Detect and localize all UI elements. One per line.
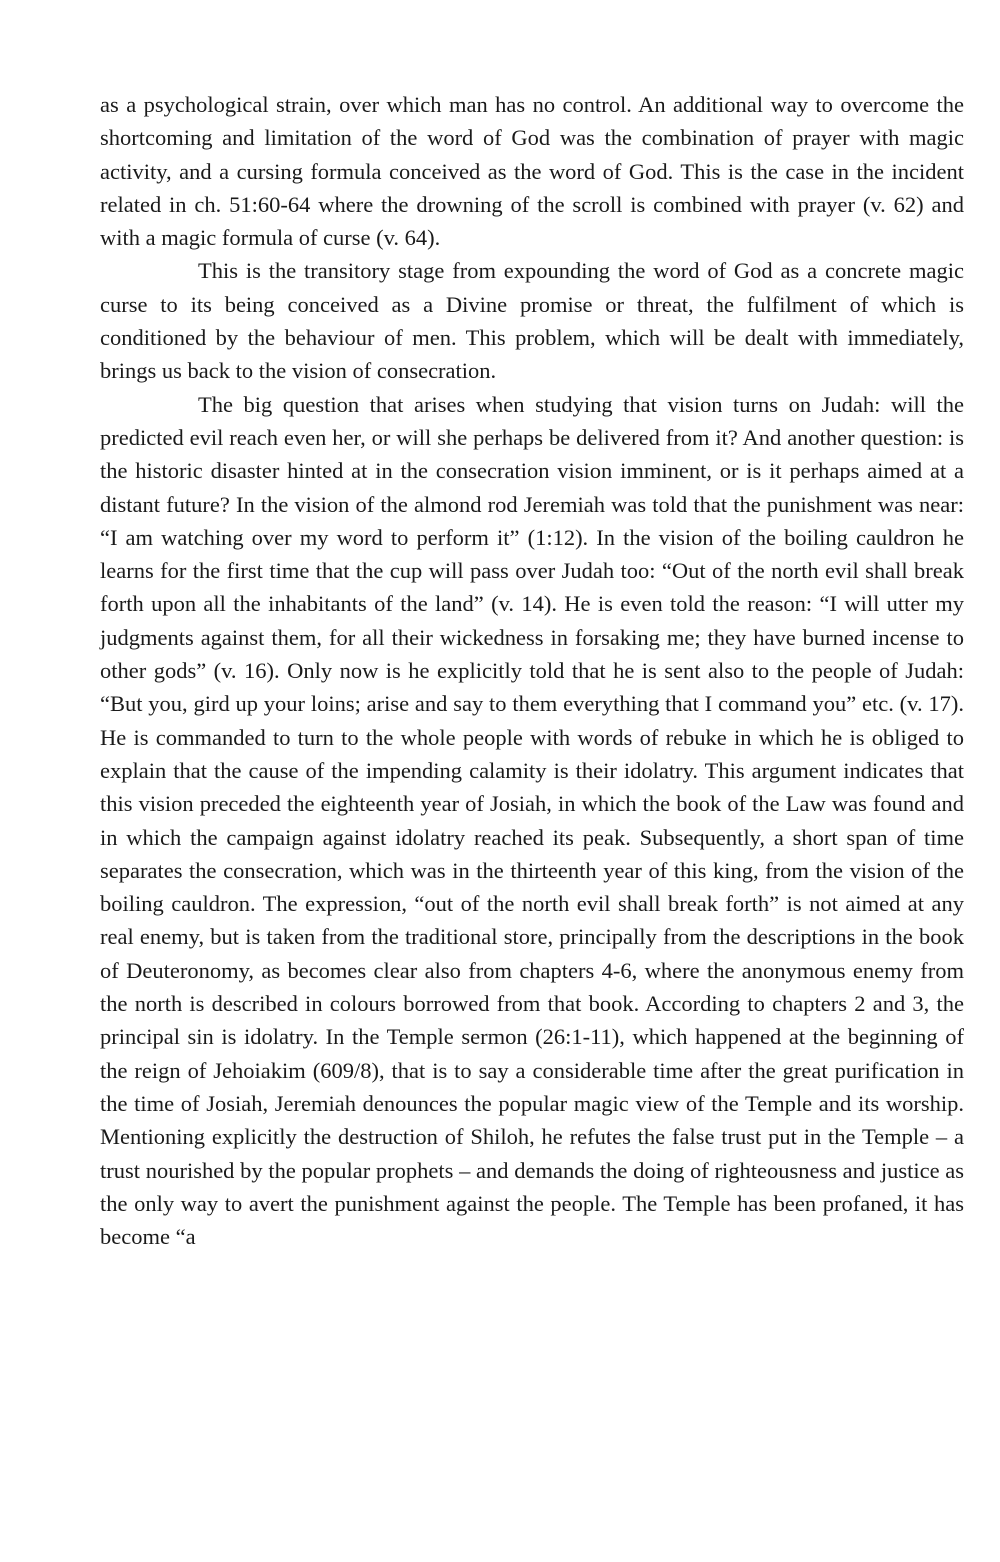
paragraph-2: This is the transitory stage from expounding the word of God as a concrete magic curse to its being conceived as a Divine promise or threat, the fulfilment of which is conditioned by the behaviour of men. This problem, which will be dealt with immediately, brings us back to the vision of consecration. bbox=[100, 258, 964, 384]
paragraph-3: The big question that arises when studying that vision turns on Judah: will the predicted evil reach even her, or will she perhaps be delivered from it? And another question: is the historic disaster hinted at in the consecration vision imminent, or is it perhaps aimed at a distant future? In the vision of the almond rod Jeremiah was told that the punishment was near: “I am watching over my word to perform it” (1:12). In the vision of the boiling cauldron he learns for the first time that the cup will pass over Judah too: “Out of the north evil shall break forth upon all the inhabitants of the land” (v. 14). He is even told the reason: “I will utter my judgments against them, for all their wickedness in forsaking me; they have burned incense to other gods” (v. 16). Only now is he explicitly told that he is sent also to the people of Judah: “But you, gird up your loins; arise and say to them everything that I command you” etc. (v. 17). He is commanded to turn to the whole people with words of rebuke in which he is obliged to explain that the cause of the impending calamity is their idolatry. This argument indicates that this vision preceded the eighteenth year of Josiah, in which the book of the Law was found and in which the campaign against idolatry reached its peak. Subsequently, a short span of time separates the consecration, which was in the thirteenth year of this king, from the vision of the boiling cauldron. The expression, “out of the north evil shall break forth” is not aimed at any real enemy, but is taken from the traditional store, principally from the descriptions in the book of Deuteronomy, as becomes clear also from chapters 4-6, where the anonymous enemy from the north is described in colours borrowed from that book. According to chapters 2 and 3, the principal sin is idolatry. In the Temple sermon (26:1-11), which happened at the beginning of the reign of Jehoiakim (609/8), that is to say a considerable time after the great purification in the time of Josiah, Jeremiah denounces the popular magic view of the Temple and its worship. Mentioning explicitly the destruction of Shiloh, he refutes the false trust put in the Temple – a trust nourished by the popular prophets – and demands the doing of righteousness and justice as the only way to avert the punishment against the people. The Temple has been profaned, it has become “a bbox=[100, 391, 964, 1250]
page-body bbox=[100, 88, 964, 1253]
paragraph-1: as a psychological strain, over which man has no control. An additional way to overcome the shortcoming and limitation of the word of God was the combination of prayer with magic activity, and a cursing formula conceived as the word of God. This is the case in the incident related in ch. 51:60-64 where the drowning of the scroll is combined with prayer (v. 62) and with a magic formula of curse (v. 64). bbox=[100, 92, 964, 251]
